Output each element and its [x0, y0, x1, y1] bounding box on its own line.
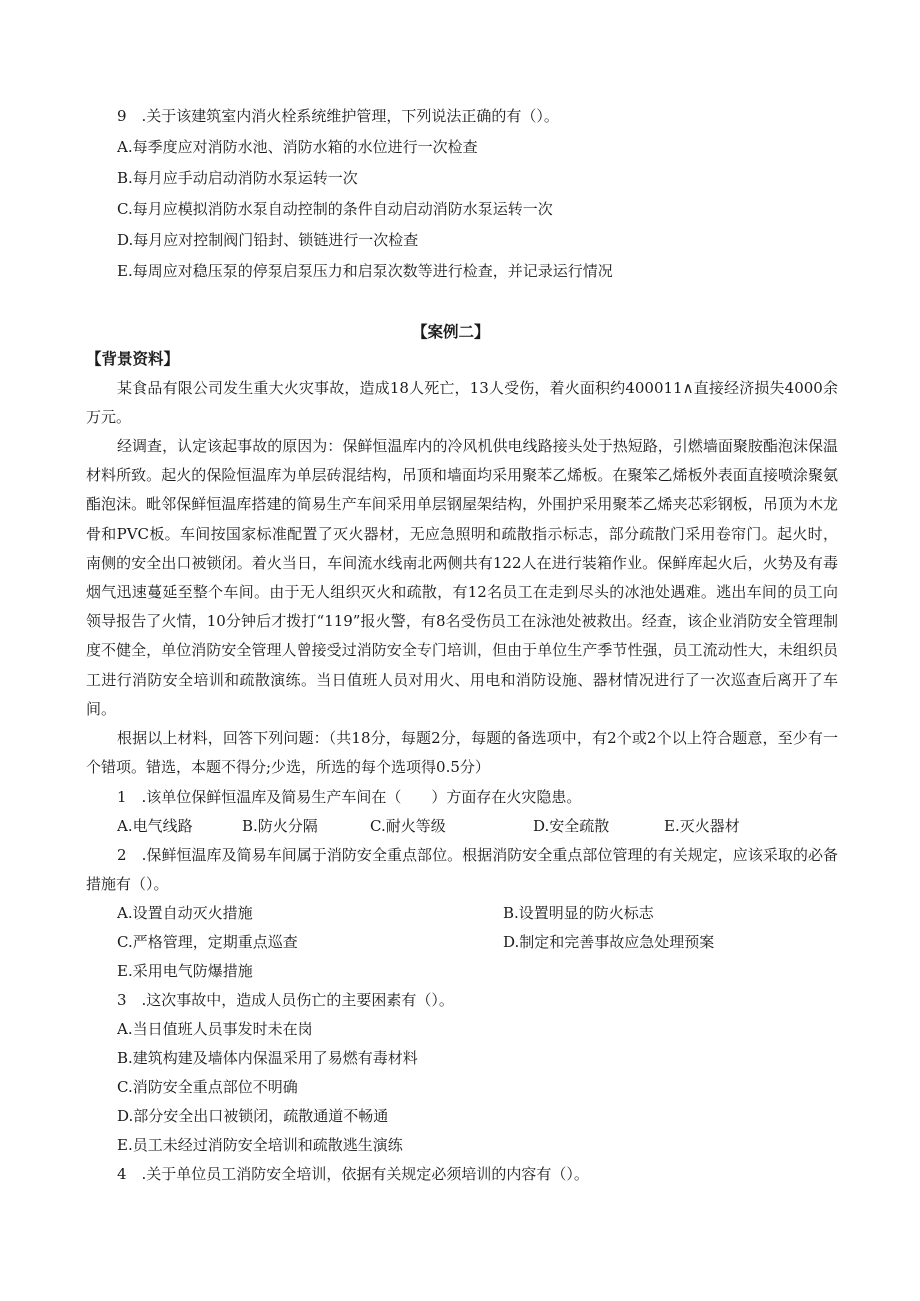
q1-option-d: D.安全疏散	[533, 817, 610, 835]
q2-stem: 2 .保鲜恒温库及简易车间属于消防安全重点部位。根据消防安全重点部位管理的有关规定，应该采取的必备措施有（）。	[86, 846, 838, 894]
q9-option-d: D.每月应对控制阀门铅封、锁链进行一次检查	[117, 231, 419, 249]
q3-option-e: E.员工未经过消防安全培训和疏散逃生演练	[117, 1136, 403, 1154]
background-paragraph-2: 经调查，认定该起事故的原因为：保鲜恒温库内的冷风机供电线路接头处于热短路，引燃墙面聚胺酯泡沫保温材料所致。起火的保险恒温库为单层砖混结构，吊顶和墙面均采用聚苯乙烯板。在聚笨乙烯板外表面直接喷涂聚氨酯泡沫。毗邻保鲜恒温库搭建的简易生产车间采用单层钢屋架结构，外围护采用聚苯乙烯夹芯彩钢板，吊顶为木龙骨和PVC板。车间按国家标准配置了灭火器材，无应急照明和疏散指示标志，部分疏散门采用卷帘门。起火时，南侧的安全出口被锁闭。着火当日，车间流水线南北两侧共有122人在进行装箱作业。保鲜库起火后，火势及有毒烟气迅速蔓延至整个车间。由于无人组织灭火和疏散，有12名员工在走到尽头的冰池处遇难。逃出车间的员工向领导报告了火情，10分钟后才拨打“119”报火警，有8名受伤员工在泳池处被救出。经查，该企业消防安全管理制度不健全，单位消防安全管理人曾接受过消防安全专门培训，但由于单位生产季节性强，员工流动性大，未组织员工进行消防安全培训和疏散演练。当日值班人员对用火、用电和消防设施、器材情况进行了一次巡查后离开了车间。	[86, 437, 838, 718]
q9-option-e: E.每周应对稳压泵的停泵启泵压力和启泵次数等进行检查，并记录运行情况	[117, 262, 613, 280]
q3-stem: 3 .这次事故中，造成人员伤亡的主要困素有（）。	[117, 991, 454, 1009]
q3-option-c: C.消防安全重点部位不明确	[117, 1078, 298, 1096]
q2-option-a: A.设置自动灭火措施	[117, 904, 253, 922]
q9-option-b: B.每月应手动启动消防水泵运转一次	[117, 169, 358, 187]
q2-option-d: D.制定和完善事故应急处理预案	[503, 933, 715, 951]
case-title: 【案例二】	[412, 323, 490, 341]
q4-stem: 4 .关于单位员工消防安全培训，依据有关规定必须培训的内容有（）。	[117, 1165, 589, 1183]
q1-option-e: E.灭火器材	[664, 817, 740, 835]
q1-option-c: C.耐火等级	[370, 817, 446, 835]
q1-option-a: A.电气线路	[117, 817, 193, 835]
q2-option-b: B.设置明显的防火标志	[503, 904, 654, 922]
background-paragraph-1: 某食品有限公司发生重大火灾事故，造成18人死亡，13人受伤，着火面积约400011∧直接经济损失4000余万元。	[86, 379, 838, 427]
q1-option-b: B.防火分隔	[242, 817, 318, 835]
q2-option-c: C.严格管理，定期重点巡查	[117, 933, 298, 951]
q3-option-d: D.部分安全出口被锁闭，疏散通道不畅通	[117, 1107, 389, 1125]
q1-stem: 1 .该单位保鲜恒温库及简易生产车间在（ ）方面存在火灾隐患。	[117, 788, 582, 806]
q9-option-c: C.每月应模拟消防水泵自动控制的条件自动启动消防水泵运转一次	[117, 200, 553, 218]
q3-option-b: B.建筑构建及墙体内保温采用了易燃有毒材料	[117, 1049, 418, 1067]
instructions-paragraph: 根据以上材料，回答下列问题：（共18分，每题2分，每题的备选项中，有2个或2个以上符合题意，至少有一个错项。错选，本题不得分;少选，所选的每个选项得0.5分）	[86, 729, 838, 777]
background-title: 【背景资料】	[86, 350, 180, 368]
q2-option-e: E.采用电气防爆措施	[117, 962, 253, 980]
q3-option-a: A.当日值班人员事发时未在岗	[117, 1020, 313, 1038]
q9-stem: 9 .关于该建筑室内消火栓系统维护管理，下列说法正确的有（）。	[117, 107, 559, 125]
q9-option-a: A.每季度应对消防水池、消防水箱的水位进行一次检查	[117, 138, 478, 156]
